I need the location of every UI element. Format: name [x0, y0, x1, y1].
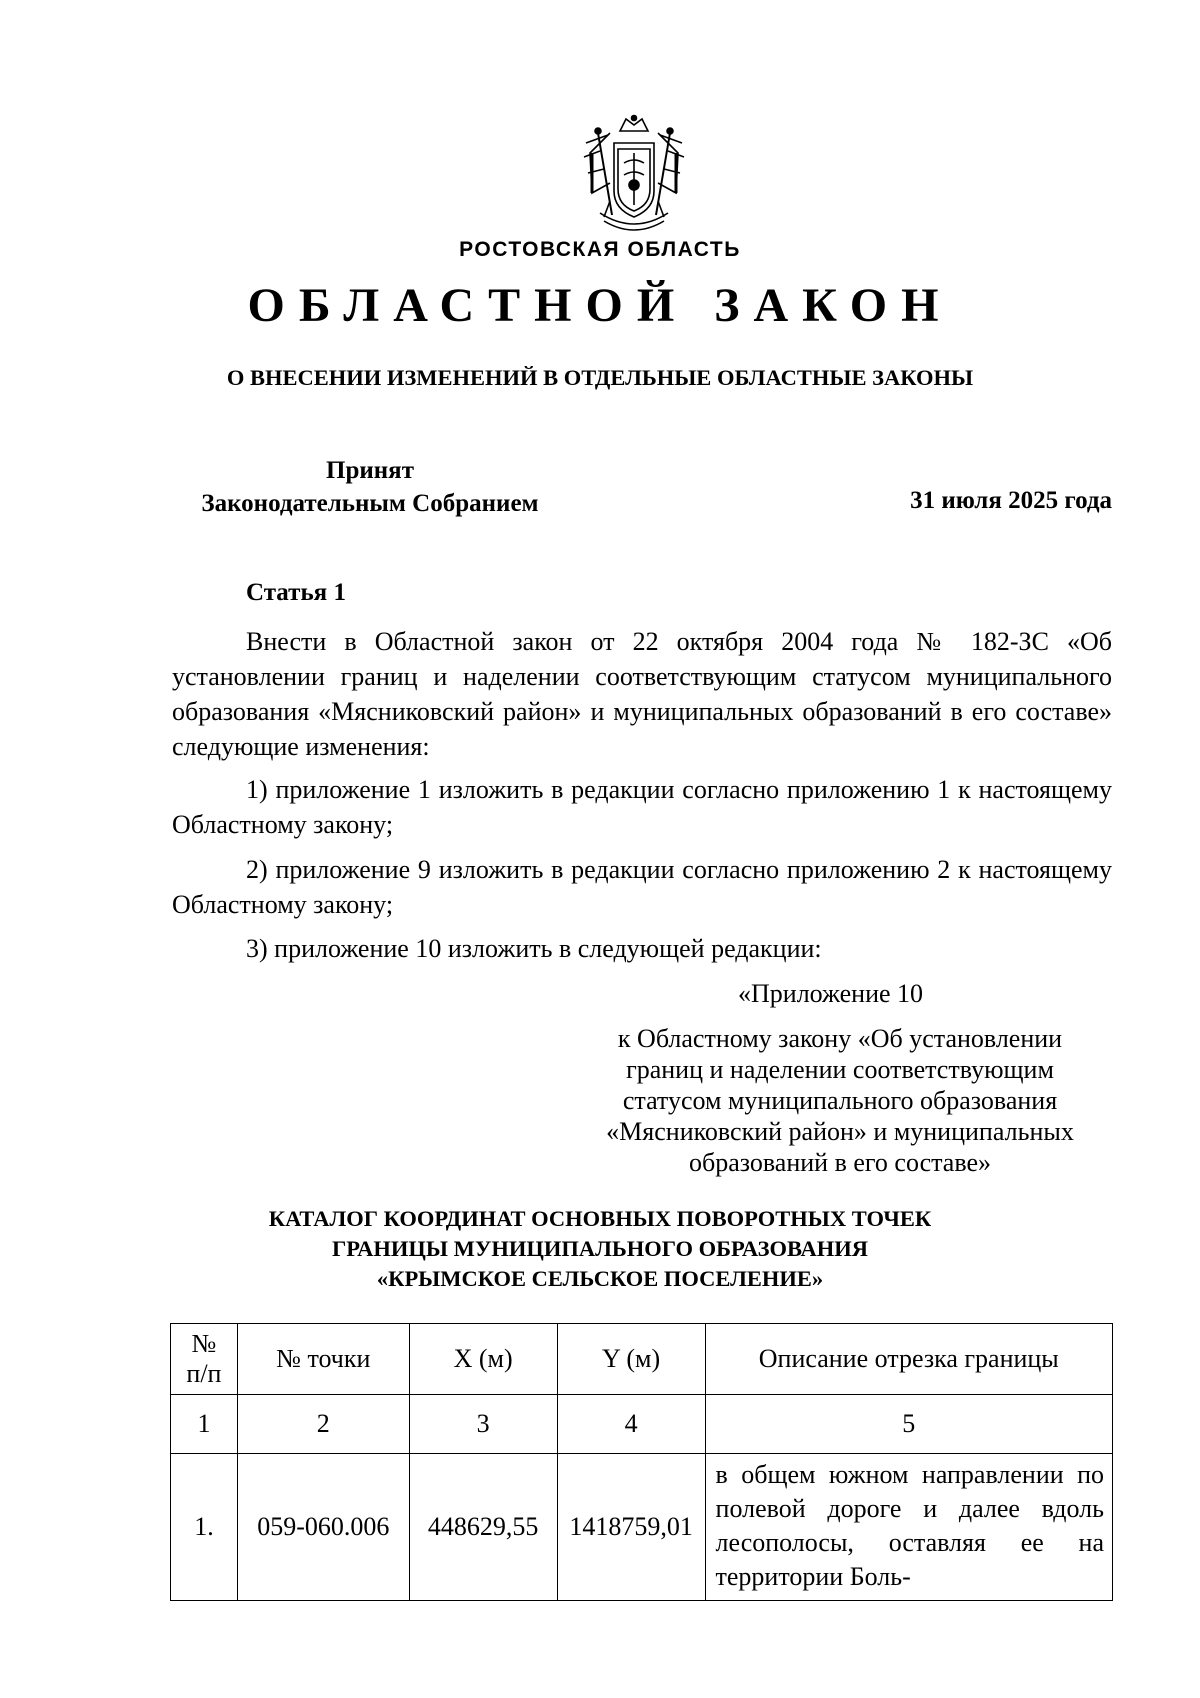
row-y-coordinate: 1418759,01 [557, 1454, 705, 1601]
header-cell-description: Описание отрезка границы [705, 1324, 1112, 1395]
catalog-title-line: «КРЫМСКОЕ СЕЛЬСКОЕ ПОСЕЛЕНИЕ» [376, 1266, 824, 1291]
article-paragraph: 3) приложение 10 изложить в следующей редакции: [246, 934, 822, 963]
numbering-cell: 1 [171, 1395, 238, 1454]
header-cell-point: № точки [237, 1324, 409, 1395]
appendix-caption [570, 1023, 1110, 1178]
appendix-line: «Мясниковский район» и муниципальных [606, 1117, 1074, 1146]
article-paragraph: 2) приложение 9 изложить в редакции согласно приложению 2 к настоящему Областному закону; [172, 855, 1112, 919]
appendix-line: границ и наделении соответствующим [626, 1055, 1054, 1084]
appendix-line: статусом муниципального образования [622, 1086, 1058, 1115]
row-description: в общем южном направлении по полевой дороге и далее вдоль лесополосы, оставляя ее на территории Боль- [705, 1454, 1112, 1601]
region-name: РОСТОВСКАЯ ОБЛАСТЬ [459, 238, 741, 261]
header-cell-y: Y (м) [557, 1324, 705, 1395]
article-paragraph: 1) приложение 1 изложить в редакции согласно приложению 1 к настоящему Областному закону; [172, 775, 1112, 839]
article-paragraph: Внести в Областной закон от 22 октября 2004 года № 182-ЗС «Об установлении границ и наделении соответствующим статусом муниципального образования «Мясниковский район» и муниципальных образований в его составе» следующие изменения: [172, 627, 1112, 761]
numbering-cell: 3 [409, 1395, 557, 1454]
catalog-title-line: КАТАЛОГ КООРДИНАТ ОСНОВНЫХ ПОВОРОТНЫХ ТОЧЕК [268, 1206, 932, 1231]
numbering-cell: 5 [705, 1395, 1112, 1454]
coordinates-table [170, 1323, 1113, 1601]
row-x-coordinate: 448629,55 [409, 1454, 557, 1601]
numbering-cell: 2 [237, 1395, 409, 1454]
table-row [171, 1454, 1113, 1601]
law-subject: О ВНЕСЕНИИ ИЗМЕНЕНИЙ В ОТДЕЛЬНЫЕ ОБЛАСТНЫЕ ЗАКОНЫ [226, 365, 974, 390]
numbering-cell: 4 [557, 1395, 705, 1454]
adoption-line: Принят [326, 457, 414, 484]
header-cell-x: X (м) [409, 1324, 557, 1395]
adoption-date: 31 июля 2025 года [910, 487, 1112, 514]
row-number: 1. [171, 1454, 238, 1601]
adoption-body: Законодательным Собранием [201, 490, 539, 517]
catalog-title [0, 1204, 1200, 1294]
adoption-block [175, 454, 565, 520]
catalog-title-line: ГРАНИЦЫ МУНИЦИПАЛЬНОГО ОБРАЗОВАНИЯ [331, 1236, 869, 1261]
article-title: Статья 1 [246, 579, 346, 606]
appendix-line: к Областному закону «Об установлении [617, 1024, 1063, 1053]
table-numbering-row [171, 1395, 1113, 1454]
appendix-heading: «Приложение 10 [738, 979, 924, 1008]
row-point-id: 059-060.006 [237, 1454, 409, 1601]
coat-of-arms-icon [580, 113, 688, 240]
document-type-title: ОБЛАСТНОЙ ЗАКОН [247, 279, 953, 332]
appendix-line: образований в его составе» [688, 1148, 992, 1177]
header-cell-number: № п/п [171, 1324, 238, 1395]
table-header-row [171, 1324, 1113, 1395]
